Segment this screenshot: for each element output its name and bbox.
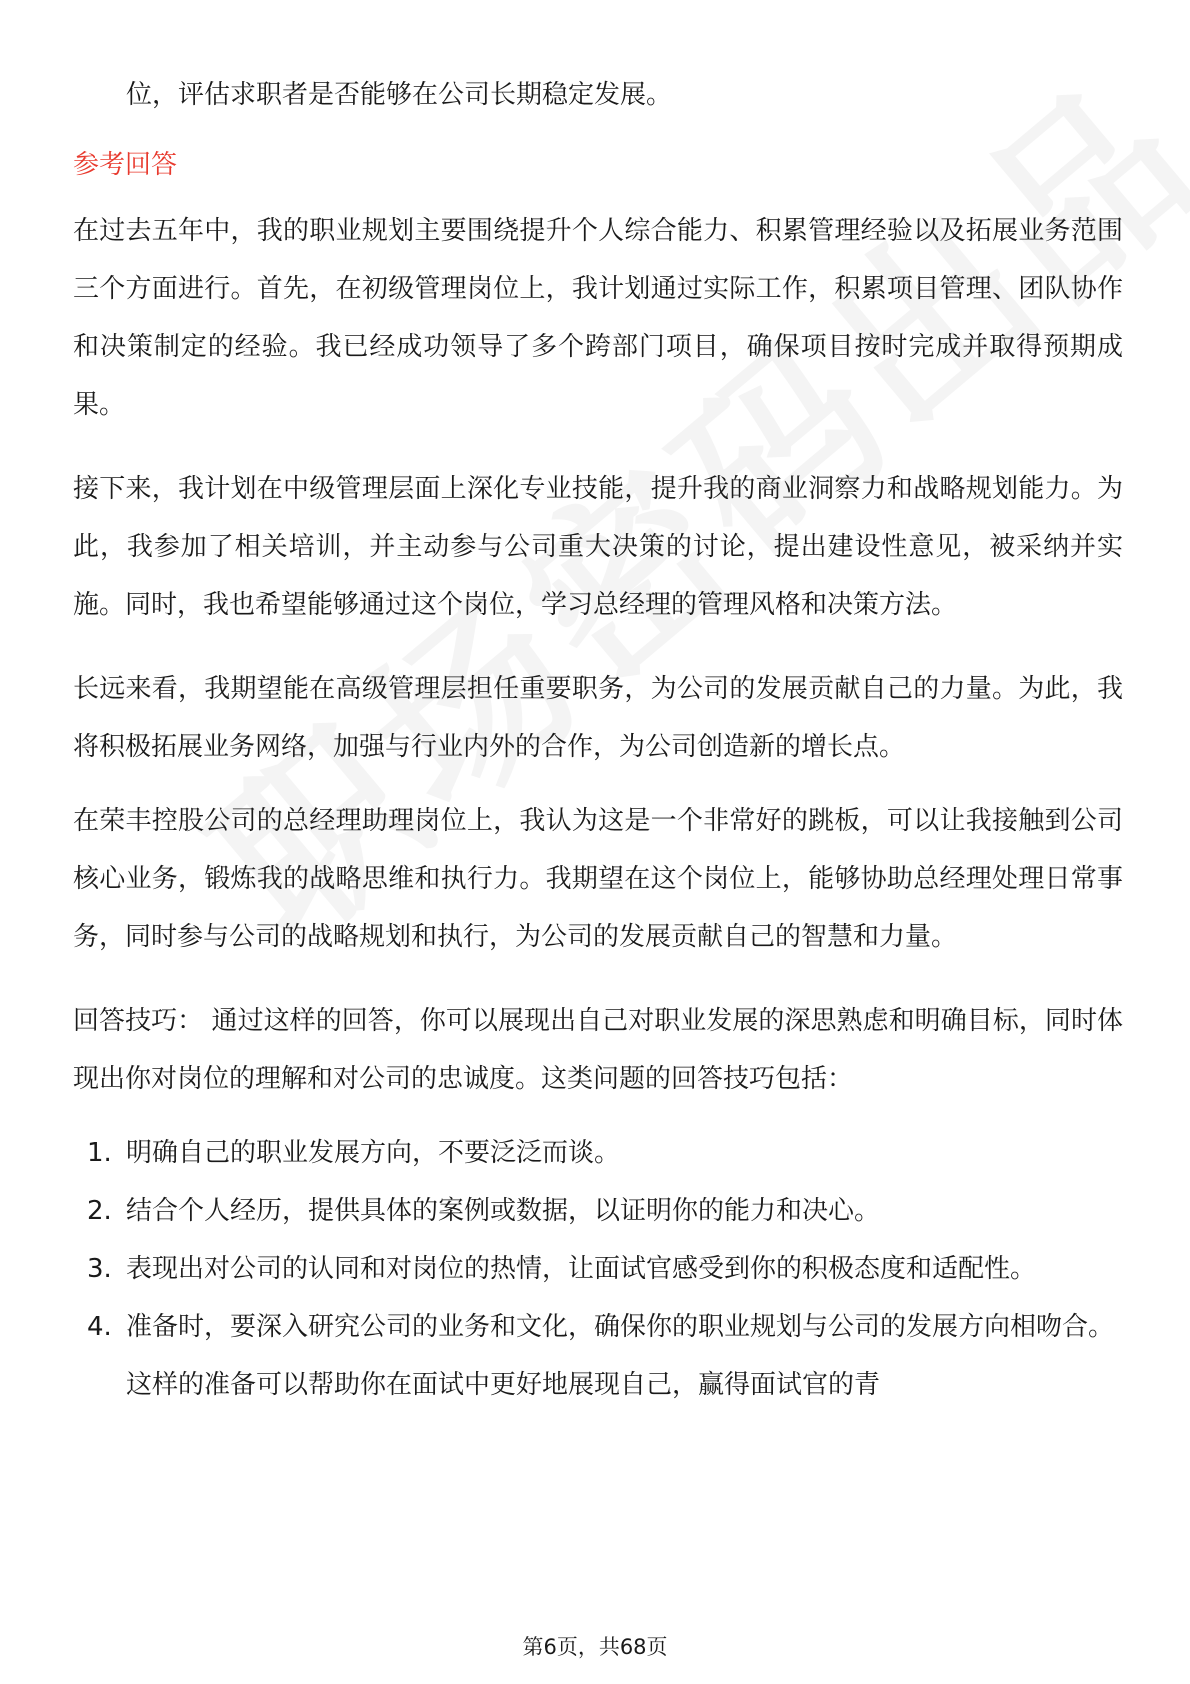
- answer-paragraph-2: 接下来，我计划在中级管理层面上深化专业技能，提升我的商业洞察力和战略规划能力。为此，我参加了相关培训，并主动参与公司重大决策的讨论，提出建设性意见，被采纳并实施。同时，我也希望能够通过这个岗位，学习总经理的管理风格和决策方法。: [73, 474, 1123, 620]
- tips-intro: 回答技巧： 通过这样的回答，你可以展现出自己对职业发展的深思熟虑和明确目标，同时体现出你对岗位的理解和对公司的忠诚度。这类问题的回答技巧包括：: [73, 1006, 1123, 1094]
- section-heading: 参考回答: [73, 150, 178, 180]
- list-item-text: 准备时，要深入研究公司的业务和文化，确保你的职业规划与公司的发展方向相吻合。这样的准备可以帮助你在面试中更好地展现自己，赢得面试官的青: [126, 1312, 1115, 1400]
- tips-list: [73, 1124, 1123, 1414]
- list-item-number: 2.: [87, 1196, 112, 1226]
- page-number-footer: 第6页，共68页: [522, 1635, 668, 1659]
- list-item-text: 明确自己的职业发展方向，不要泛泛而谈。: [126, 1138, 621, 1168]
- page-content: [73, 66, 1123, 1414]
- list-item-number: 4.: [87, 1312, 112, 1342]
- list-item-number: 1.: [87, 1138, 112, 1168]
- answer-paragraph-1: 在过去五年中，我的职业规划主要围绕提升个人综合能力、积累管理经验以及拓展业务范围三个方面进行。首先，在初级管理岗位上，我计划通过实际工作，积累项目管理、团队协作和决策制定的经验。我已经成功领导了多个跨部门项目，确保项目按时完成并取得预期成果。: [73, 216, 1123, 420]
- list-item: [73, 1240, 1123, 1298]
- list-item-text: 表现出对公司的认同和对岗位的热情，让面试官感受到你的积极态度和适配性。: [126, 1254, 1037, 1284]
- list-item-number: 3.: [87, 1254, 112, 1284]
- list-item: [73, 1182, 1123, 1240]
- answer-paragraph-3: 长远来看，我期望能在高级管理层担任重要职务，为公司的发展贡献自己的力量。为此，我将积极拓展业务网络，加强与行业内外的合作，为公司创造新的增长点。: [73, 674, 1123, 762]
- lead-line: 位，评估求职者是否能够在公司长期稳定发展。: [126, 80, 673, 110]
- list-item-text: 结合个人经历，提供具体的案例或数据，以证明你的能力和决心。: [126, 1196, 881, 1226]
- answer-paragraph-4: 在荣丰控股公司的总经理助理岗位上，我认为这是一个非常好的跳板，可以让我接触到公司核心业务，锻炼我的战略思维和执行力。我期望在这个岗位上，能够协助总经理处理日常事务，同时参与公司的战略规划和执行，为公司的发展贡献自己的智慧和力量。: [73, 806, 1123, 952]
- list-item: [73, 1298, 1123, 1414]
- list-item: [73, 1124, 1123, 1182]
